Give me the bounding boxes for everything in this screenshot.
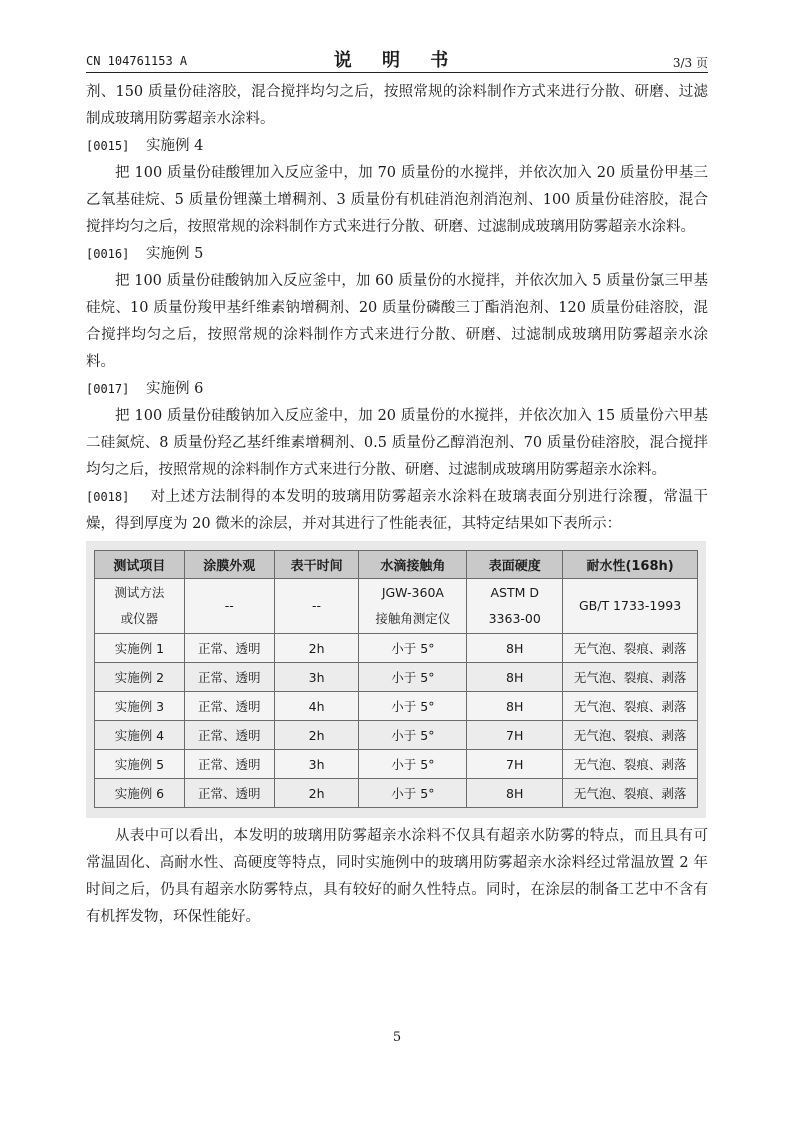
- table-cell: 8H: [467, 692, 563, 721]
- section-number: [0017]: [86, 382, 130, 396]
- table-cell: 无气泡、裂痕、剥落: [563, 663, 698, 692]
- doc-number: CN 104761153 A: [86, 54, 188, 68]
- table-header-row: [95, 551, 698, 579]
- header-hardness: 表面硬度: [467, 551, 563, 579]
- section-heading-0015: [86, 133, 708, 160]
- results-table: [94, 550, 698, 808]
- table-cell: --: [184, 579, 274, 634]
- table-cell: 小于 5°: [359, 663, 467, 692]
- table-cell: 小于 5°: [359, 721, 467, 750]
- table-cell: 8H: [467, 663, 563, 692]
- table-cell: 7H: [467, 721, 563, 750]
- table-row: [95, 750, 698, 779]
- header-test-item: 测试项目: [95, 551, 185, 579]
- table-cell: 无气泡、裂痕、剥落: [563, 634, 698, 663]
- table-cell: 测试方法 或仪器: [95, 579, 185, 634]
- table-row: [95, 721, 698, 750]
- header-contact-angle: 水滴接触角: [359, 551, 467, 579]
- table-cell: 无气泡、裂痕、剥落: [563, 721, 698, 750]
- conclusion-block: [86, 823, 708, 931]
- results-table-image: [86, 541, 706, 818]
- table-cell: 正常、透明: [184, 692, 274, 721]
- page-number: 5: [392, 1030, 402, 1045]
- section-heading-0017: [86, 376, 708, 403]
- section-number: [0015]: [86, 139, 130, 153]
- table-cell: 正常、透明: [184, 721, 274, 750]
- paragraph-example-6: 把 100 质量份硅酸钠加入反应釜中，加 20 质量份的水搅拌，并依次加入 15 质量份六甲基二硅氮烷、8 质量份羟乙基纤维素增稠剂、0.5 质量份乙醇消泡剂、70 质量份硅溶胶，混合搅拌均匀之后，按照常规的涂料制作方式来进行分散、研磨、过滤制成玻璃用防雾超亲水涂料。: [86, 408, 708, 478]
- table-cell: 无气泡、裂痕、剥落: [563, 750, 698, 779]
- paragraph-conclusion: 从表中可以看出，本发明的玻璃用防雾超亲水涂料不仅具有超亲水防雾的特点，而且具有可常温固化、高耐水性、高硬度等特点，同时实施例中的玻璃用防雾超亲水涂料经过常温放置 2 年时间之后，仍具有超亲水防雾特点，具有较好的耐久性特点。同时，在涂层的制备工艺中不含有有机挥发物，环保性能好。: [86, 828, 708, 925]
- doc-type-title: 说 明 书: [333, 50, 461, 71]
- section-heading-0016: [86, 241, 708, 268]
- table-cell: 3h: [274, 750, 359, 779]
- section-title: 实施例 5: [146, 246, 204, 262]
- table-cell: 正常、透明: [184, 663, 274, 692]
- header-rule: [86, 72, 708, 73]
- table-row: [95, 663, 698, 692]
- table-method-row: [95, 579, 698, 634]
- section-title: 实施例 6: [146, 381, 204, 397]
- table-cell: 小于 5°: [359, 779, 467, 808]
- table-cell: 4h: [274, 692, 359, 721]
- table-row: [95, 779, 698, 808]
- table-cell: 小于 5°: [359, 750, 467, 779]
- section-title: 实施例 4: [146, 138, 204, 154]
- paragraph-0018: [86, 484, 708, 538]
- header-water-resistance: 耐水性(168h): [563, 551, 698, 579]
- table-cell: 小于 5°: [359, 692, 467, 721]
- table-cell: 小于 5°: [359, 634, 467, 663]
- paragraph-0018-text: 对上述方法制得的本发明的玻璃用防雾超亲水涂料在玻璃表面分别进行涂覆，常温干燥，得到厚度为 20 微米的涂层，并对其进行了性能表征，其特定结果如下表所示：: [86, 489, 708, 532]
- table-cell: 正常、透明: [184, 779, 274, 808]
- table-cell: 7H: [467, 750, 563, 779]
- table-cell: 无气泡、裂痕、剥落: [563, 692, 698, 721]
- document-body: [86, 79, 708, 538]
- table-cell: ASTM D 3363-00: [467, 579, 563, 634]
- paragraph-example-4: 把 100 质量份硅酸锂加入反应釜中，加 70 质量份的水搅拌，并依次加入 20 质量份甲基三乙氧基硅烷、5 质量份锂藻土增稠剂、3 质量份有机硅消泡剂消泡剂、100 质量份硅溶胶，混合搅拌均匀之后，按照常规的涂料制作方式来进行分散、研磨、过滤制成玻璃用防雾超亲水涂料。: [86, 165, 708, 235]
- section-number: [0018]: [86, 490, 130, 504]
- table-cell: 2h: [274, 779, 359, 808]
- table-cell: 2h: [274, 721, 359, 750]
- table-cell: 实施例 6: [95, 779, 185, 808]
- table-cell: 实施例 4: [95, 721, 185, 750]
- table-cell: 3h: [274, 663, 359, 692]
- header-appearance: 涂膜外观: [184, 551, 274, 579]
- table-cell: 8H: [467, 779, 563, 808]
- table-cell: 2h: [274, 634, 359, 663]
- section-number: [0016]: [86, 247, 130, 261]
- paragraph-intro-continued: 剂、150 质量份硅溶胶，混合搅拌均匀之后，按照常规的涂料制作方式来进行分散、研磨、过滤制成玻璃用防雾超亲水涂料。: [86, 84, 708, 127]
- table-cell: 实施例 1: [95, 634, 185, 663]
- header-dry-time: 表干时间: [274, 551, 359, 579]
- page-indicator: 3/3 页: [672, 56, 708, 70]
- paragraph-example-5: 把 100 质量份硅酸钠加入反应釜中，加 60 质量份的水搅拌，并依次加入 5 质量份氯三甲基硅烷、10 质量份羧甲基纤维素钠增稠剂、20 质量份磷酸三丁酯消泡剂、120 质量份硅溶胶，混合搅拌均匀之后，按照常规的涂料制作方式来进行分散、研磨、过滤制成玻璃用防雾超亲水涂料。: [86, 273, 708, 370]
- table-cell: 实施例 5: [95, 750, 185, 779]
- table-row: [95, 692, 698, 721]
- table-cell: 实施例 2: [95, 663, 185, 692]
- table-cell: 8H: [467, 634, 563, 663]
- table-cell: --: [274, 579, 359, 634]
- table-cell: 正常、透明: [184, 634, 274, 663]
- page-header: [86, 46, 708, 72]
- table-cell: JGW-360A 接触角测定仪: [359, 579, 467, 634]
- table-cell: 实施例 3: [95, 692, 185, 721]
- table-cell: GB/T 1733-1993: [563, 579, 698, 634]
- table-cell: 正常、透明: [184, 750, 274, 779]
- table-cell: 无气泡、裂痕、剥落: [563, 779, 698, 808]
- table-row: [95, 634, 698, 663]
